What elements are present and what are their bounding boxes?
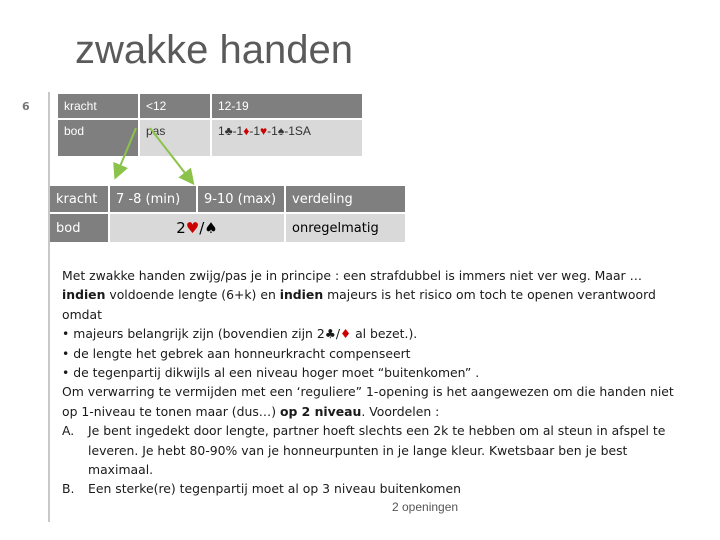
- list-item-a: [62, 421, 692, 479]
- text: indien: [62, 287, 106, 303]
- footer-text: 2 openingen: [392, 500, 459, 514]
- table2-label-bod: bod: [50, 214, 108, 242]
- table1-header-lt12: <12: [140, 94, 210, 118]
- heart-icon: ♥: [185, 219, 200, 237]
- heart-icon: ♥: [260, 124, 268, 138]
- table2-header-verdeling: verdeling: [286, 186, 405, 212]
- table1-label-bod: bod: [58, 120, 138, 156]
- bid-level: -1: [232, 124, 244, 138]
- text: al bezet.).: [351, 326, 418, 342]
- text: . Voordelen :: [361, 403, 440, 419]
- bullet-1: [62, 324, 692, 343]
- table1-header-kracht: kracht: [58, 94, 138, 118]
- arrow-right: [150, 128, 192, 182]
- club-icon: ♣: [324, 326, 336, 342]
- bullet-3: • de tegenpartij dikwijls al een niveau hoger moet “buitenkomen” .: [62, 365, 480, 381]
- table1-cell-pas: pas: [140, 120, 210, 156]
- club-icon: ♣: [224, 124, 233, 138]
- table2-header-max: 9-10 (max): [198, 186, 284, 212]
- diamond-icon: ♦: [243, 124, 250, 138]
- bid-level: -1SA: [284, 124, 311, 138]
- paragraph-intro: [62, 266, 692, 324]
- text: voldoende lengte (6+k) en: [105, 287, 280, 303]
- text: • majeurs belangrijk zijn (bovendien zijn 2: [62, 326, 325, 342]
- text: op 2 niveau: [279, 403, 362, 419]
- bid-level: 2: [176, 219, 186, 237]
- diamond-icon: ♦: [340, 326, 352, 342]
- bid-level: -1: [267, 124, 278, 138]
- text: Je bent ingedekt door lengte, partner hoeft slechts een 2k te hebben om al steun in afspel te leveren. Je hebt 80-90% van je honneurpunten in je lange kleur. Kwetsbaar ben je best maximaal.: [88, 423, 666, 478]
- separator: /: [199, 219, 205, 237]
- text: indien: [279, 287, 324, 303]
- bullet-2: • de lengte het gebrek aan honneurkracht compenseert: [62, 345, 411, 361]
- table1-header-12-19: 12-19: [212, 94, 362, 118]
- text: Een sterke(re) tegenpartij moet al op 3 niveau buitenkomen: [88, 481, 461, 497]
- body-text: [62, 266, 692, 499]
- text: Met zwakke handen zwijg/pas je in principe : een strafdubbel is immers niet ver weg. Maar …: [62, 268, 642, 283]
- spade-icon: ♠: [277, 124, 285, 138]
- bid-level: 1: [218, 124, 225, 138]
- slide-title: zwakke handen: [75, 28, 353, 72]
- list-item-b: [62, 479, 692, 498]
- text: majeurs is het risico om toch te openen verantwoord omdat: [62, 287, 656, 322]
- text: /: [335, 326, 341, 342]
- spade-icon: ♠: [204, 219, 218, 237]
- table2-cell-distribution: onregelmatig: [286, 214, 405, 242]
- paragraph-two-level: [62, 382, 692, 421]
- slide-number: 6: [22, 100, 30, 113]
- bid-level: -1: [249, 124, 261, 138]
- table2-header-kracht: kracht: [50, 186, 108, 212]
- text: Om verwarring te vermijden met een ‘reguliere” 1-opening is het aangewezen om die handen niet op 1-niveau te tonen maar (dus…): [62, 384, 674, 419]
- table2-header-min: 7 -8 (min): [110, 186, 196, 212]
- list-label: B.: [62, 481, 75, 497]
- arrow-left: [116, 128, 136, 176]
- list-label: A.: [62, 423, 75, 439]
